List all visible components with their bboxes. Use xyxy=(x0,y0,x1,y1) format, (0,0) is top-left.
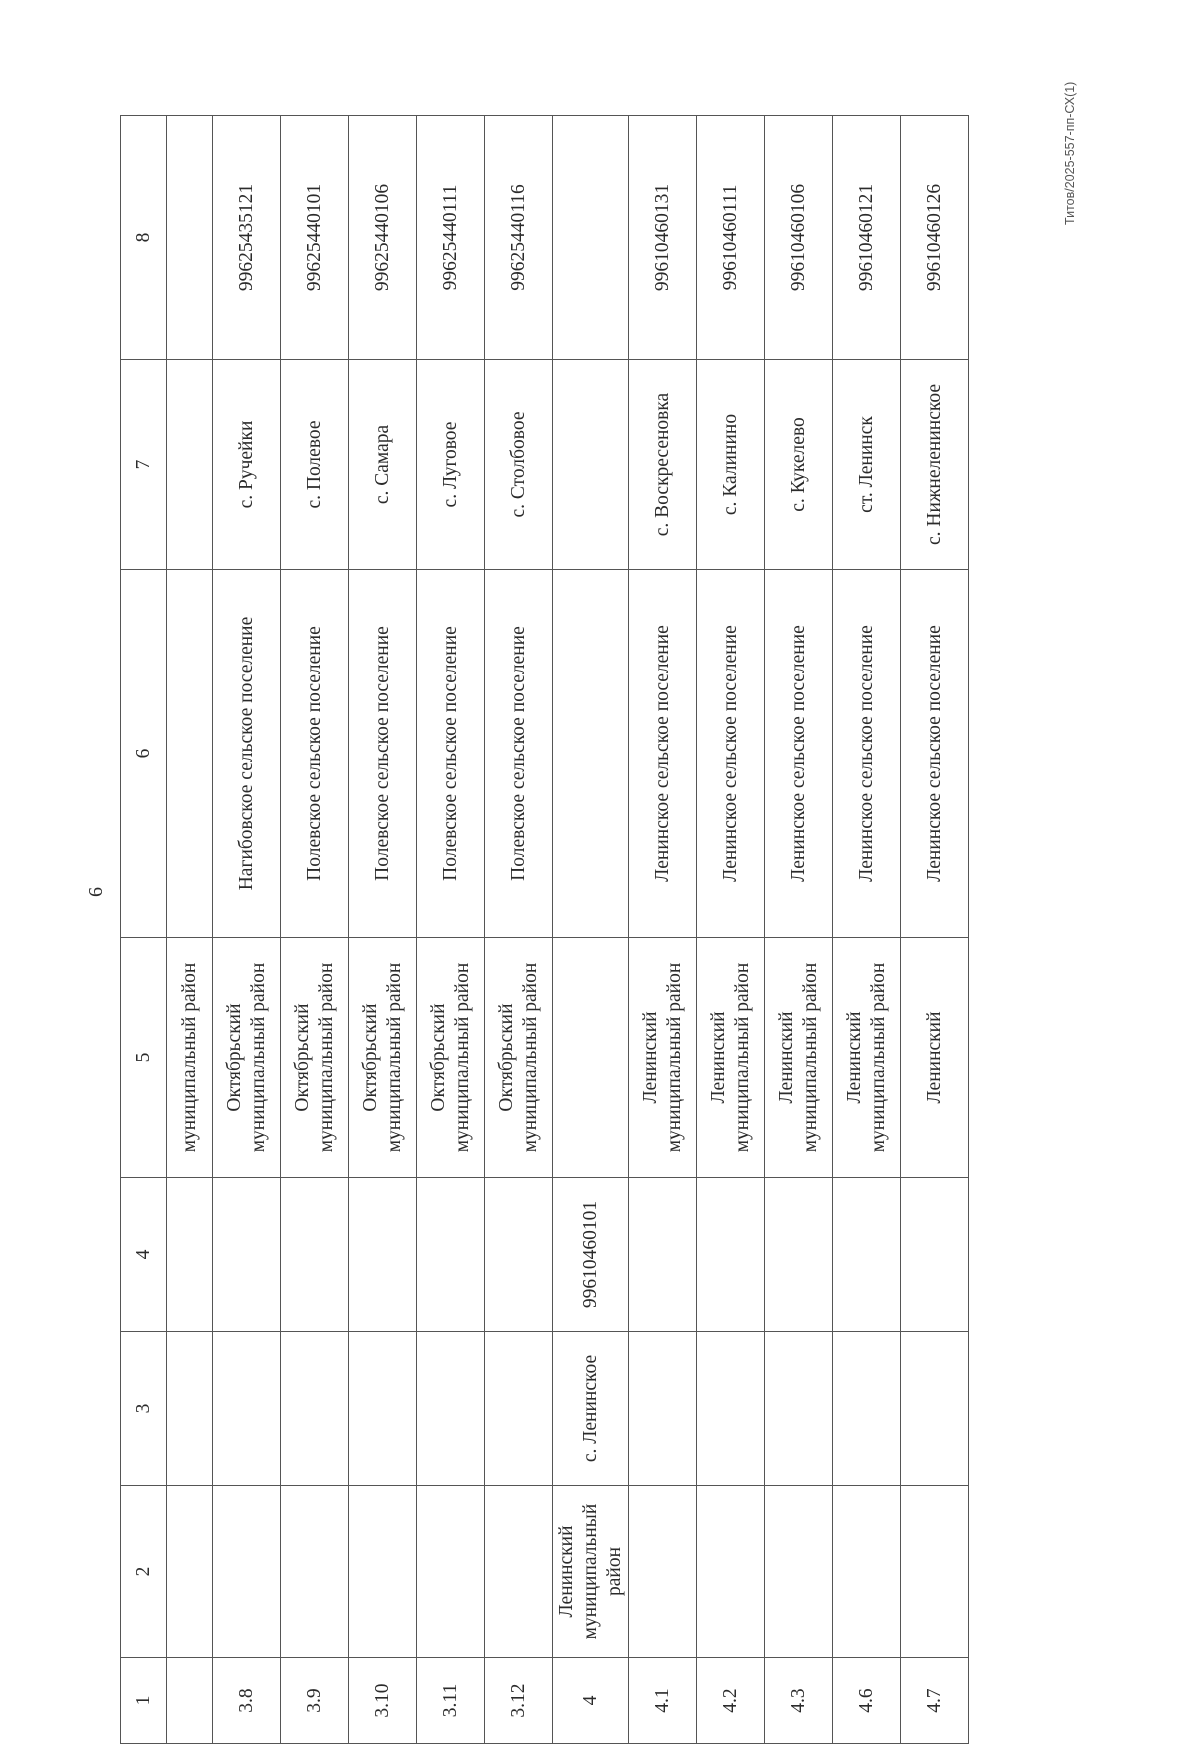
table-cell-col-1: 4.2 xyxy=(697,1658,765,1744)
table-cell-col-7: с. Столбовое xyxy=(485,360,553,570)
table-cell-col-6: Ленинское сельское поселение xyxy=(833,570,901,938)
table-cell-col-6 xyxy=(167,570,213,938)
table-cell-col-3 xyxy=(629,1332,697,1486)
table-cell-col-4 xyxy=(485,1178,553,1332)
table-cell-col-4 xyxy=(417,1178,485,1332)
table-cell-col-3 xyxy=(833,1332,901,1486)
document-reference: Титов/2025-557-пп-СХ(1) xyxy=(1063,81,1077,225)
table-cell-col-3 xyxy=(697,1332,765,1486)
table-cell-col-1: 4.1 xyxy=(629,1658,697,1744)
table-cell-col-1: 3.9 xyxy=(281,1658,349,1744)
table-cell-col-2 xyxy=(697,1486,765,1658)
table-cell-col-4 xyxy=(901,1178,969,1332)
table-row xyxy=(281,116,349,1744)
page-number: 6 xyxy=(85,887,107,897)
table-cell-col-6: 6 xyxy=(121,570,167,938)
table-cell-col-2 xyxy=(765,1486,833,1658)
table-cell-col-8: 99610460121 xyxy=(833,116,901,360)
table-cell-col-2 xyxy=(833,1486,901,1658)
table-cell-col-5: Ленинский xyxy=(901,938,969,1178)
table-cell-col-1: 3.10 xyxy=(349,1658,417,1744)
table-cell-col-7: с. Полевое xyxy=(281,360,349,570)
table-cell-col-8: 99610460111 xyxy=(697,116,765,360)
table-cell-col-3 xyxy=(901,1332,969,1486)
table-cell-col-4 xyxy=(697,1178,765,1332)
table-cell-col-2 xyxy=(349,1486,417,1658)
table-cell-col-7: с. Калинино xyxy=(697,360,765,570)
table-row xyxy=(349,116,417,1744)
table-cell-col-4 xyxy=(213,1178,281,1332)
table-cell-col-8: 99610460131 xyxy=(629,116,697,360)
table-cell-col-8: 99625440106 xyxy=(349,116,417,360)
table-row xyxy=(697,116,765,1744)
table-cell-col-6: Полевское сельское поселение xyxy=(281,570,349,938)
table-cell-col-6: Ленинское сельское поселение xyxy=(697,570,765,938)
table-cell-col-1: 1 xyxy=(121,1658,167,1744)
table-cell-col-2 xyxy=(281,1486,349,1658)
table-cell-col-2 xyxy=(213,1486,281,1658)
table-cell-col-7: с. Луговое xyxy=(417,360,485,570)
table-row xyxy=(213,116,281,1744)
table-row xyxy=(485,116,553,1744)
table-cell-col-3 xyxy=(213,1332,281,1486)
table-cell-col-1: 3.8 xyxy=(213,1658,281,1744)
table-cell-col-2: Ленинский муниципальный район xyxy=(553,1486,629,1658)
table-cell-col-3 xyxy=(349,1332,417,1486)
continuation-row xyxy=(167,116,213,1744)
table-cell-col-2 xyxy=(629,1486,697,1658)
table-cell-col-5: Октябрьский муниципальный район xyxy=(213,938,281,1178)
table-cell-col-6: Ленинское сельское поселение xyxy=(765,570,833,938)
table-cell-col-5: муниципальный район xyxy=(167,938,213,1178)
table-cell-col-8: 99610460126 xyxy=(901,116,969,360)
table-cell-col-6: Полевское сельское поселение xyxy=(417,570,485,938)
table-cell-col-2 xyxy=(901,1486,969,1658)
table-row xyxy=(901,116,969,1744)
table-cell-col-4 xyxy=(629,1178,697,1332)
table-row xyxy=(417,116,485,1744)
table-cell-col-6: Ленинское сельское поселение xyxy=(901,570,969,938)
column-number-row xyxy=(121,116,167,1744)
table-cell-col-1: 3.11 xyxy=(417,1658,485,1744)
table-cell-col-5: Ленинский муниципальный район xyxy=(765,938,833,1178)
table-row xyxy=(765,116,833,1744)
table-cell-col-8: 8 xyxy=(121,116,167,360)
table-cell-col-8: 99625440116 xyxy=(485,116,553,360)
table-cell-col-2 xyxy=(417,1486,485,1658)
table-cell-col-8 xyxy=(553,116,629,360)
table-cell-col-3 xyxy=(765,1332,833,1486)
table-cell-col-1: 4 xyxy=(553,1658,629,1744)
table-cell-col-5: Октябрьский муниципальный район xyxy=(281,938,349,1178)
table-cell-col-1: 3.12 xyxy=(485,1658,553,1744)
table-cell-col-8: 99625440111 xyxy=(417,116,485,360)
table-row xyxy=(629,116,697,1744)
table-cell-col-8: 99625440101 xyxy=(281,116,349,360)
table-cell-col-5 xyxy=(553,938,629,1178)
table-cell-col-1 xyxy=(167,1658,213,1744)
table-cell-col-2 xyxy=(167,1486,213,1658)
table-cell-col-3: 3 xyxy=(121,1332,167,1486)
table-cell-col-4 xyxy=(765,1178,833,1332)
table-cell-col-6: Ленинское сельское поселение xyxy=(629,570,697,938)
table-container xyxy=(120,116,990,1744)
table-cell-col-1: 4.3 xyxy=(765,1658,833,1744)
table-cell-col-1: 4.7 xyxy=(901,1658,969,1744)
table-cell-col-7 xyxy=(553,360,629,570)
settlement-table xyxy=(120,115,969,1744)
table-cell-col-7: ст. Ленинск xyxy=(833,360,901,570)
table-cell-col-6 xyxy=(553,570,629,938)
table-cell-col-2: 2 xyxy=(121,1486,167,1658)
table-row xyxy=(833,116,901,1744)
table-cell-col-7: с. Ручейки xyxy=(213,360,281,570)
table-cell-col-1: 4.6 xyxy=(833,1658,901,1744)
table-cell-col-5: Ленинский муниципальный район xyxy=(697,938,765,1178)
table-cell-col-5: Октябрьский муниципальный район xyxy=(485,938,553,1178)
table-cell-col-8: 99610460106 xyxy=(765,116,833,360)
table-cell-col-2 xyxy=(485,1486,553,1658)
table-cell-col-6: Полевское сельское поселение xyxy=(349,570,417,938)
table-cell-col-4 xyxy=(833,1178,901,1332)
table-cell-col-7 xyxy=(167,360,213,570)
table-cell-col-7: с. Кукелево xyxy=(765,360,833,570)
table-cell-col-7: с. Воскресеновка xyxy=(629,360,697,570)
table-cell-col-4: 4 xyxy=(121,1178,167,1332)
table-cell-col-3 xyxy=(485,1332,553,1486)
table-cell-col-7: с. Нижнеленинское xyxy=(901,360,969,570)
table-cell-col-4 xyxy=(167,1178,213,1332)
table-cell-col-6: Полевское сельское поселение xyxy=(485,570,553,938)
table-cell-col-4 xyxy=(349,1178,417,1332)
table-cell-col-5: 5 xyxy=(121,938,167,1178)
table-cell-col-3 xyxy=(167,1332,213,1486)
table-cell-col-4: 99610460101 xyxy=(553,1178,629,1332)
table-cell-col-5: Ленинский муниципальный район xyxy=(833,938,901,1178)
table-cell-col-3 xyxy=(281,1332,349,1486)
table-cell-col-3 xyxy=(417,1332,485,1486)
table-cell-col-7: с. Самара xyxy=(349,360,417,570)
table-body xyxy=(121,116,969,1744)
table-row xyxy=(553,116,629,1744)
table-cell-col-8: 99625435121 xyxy=(213,116,281,360)
table-cell-col-5: Ленинский муниципальный район xyxy=(629,938,697,1178)
table-cell-col-5: Октябрьский муниципальный район xyxy=(417,938,485,1178)
table-cell-col-6: Нагибовское сельское поселение xyxy=(213,570,281,938)
table-cell-col-3: с. Ленинское xyxy=(553,1332,629,1486)
table-cell-col-7: 7 xyxy=(121,360,167,570)
table-cell-col-4 xyxy=(281,1178,349,1332)
table-cell-col-5: Октябрьский муниципальный район xyxy=(349,938,417,1178)
table-cell-col-8 xyxy=(167,116,213,360)
